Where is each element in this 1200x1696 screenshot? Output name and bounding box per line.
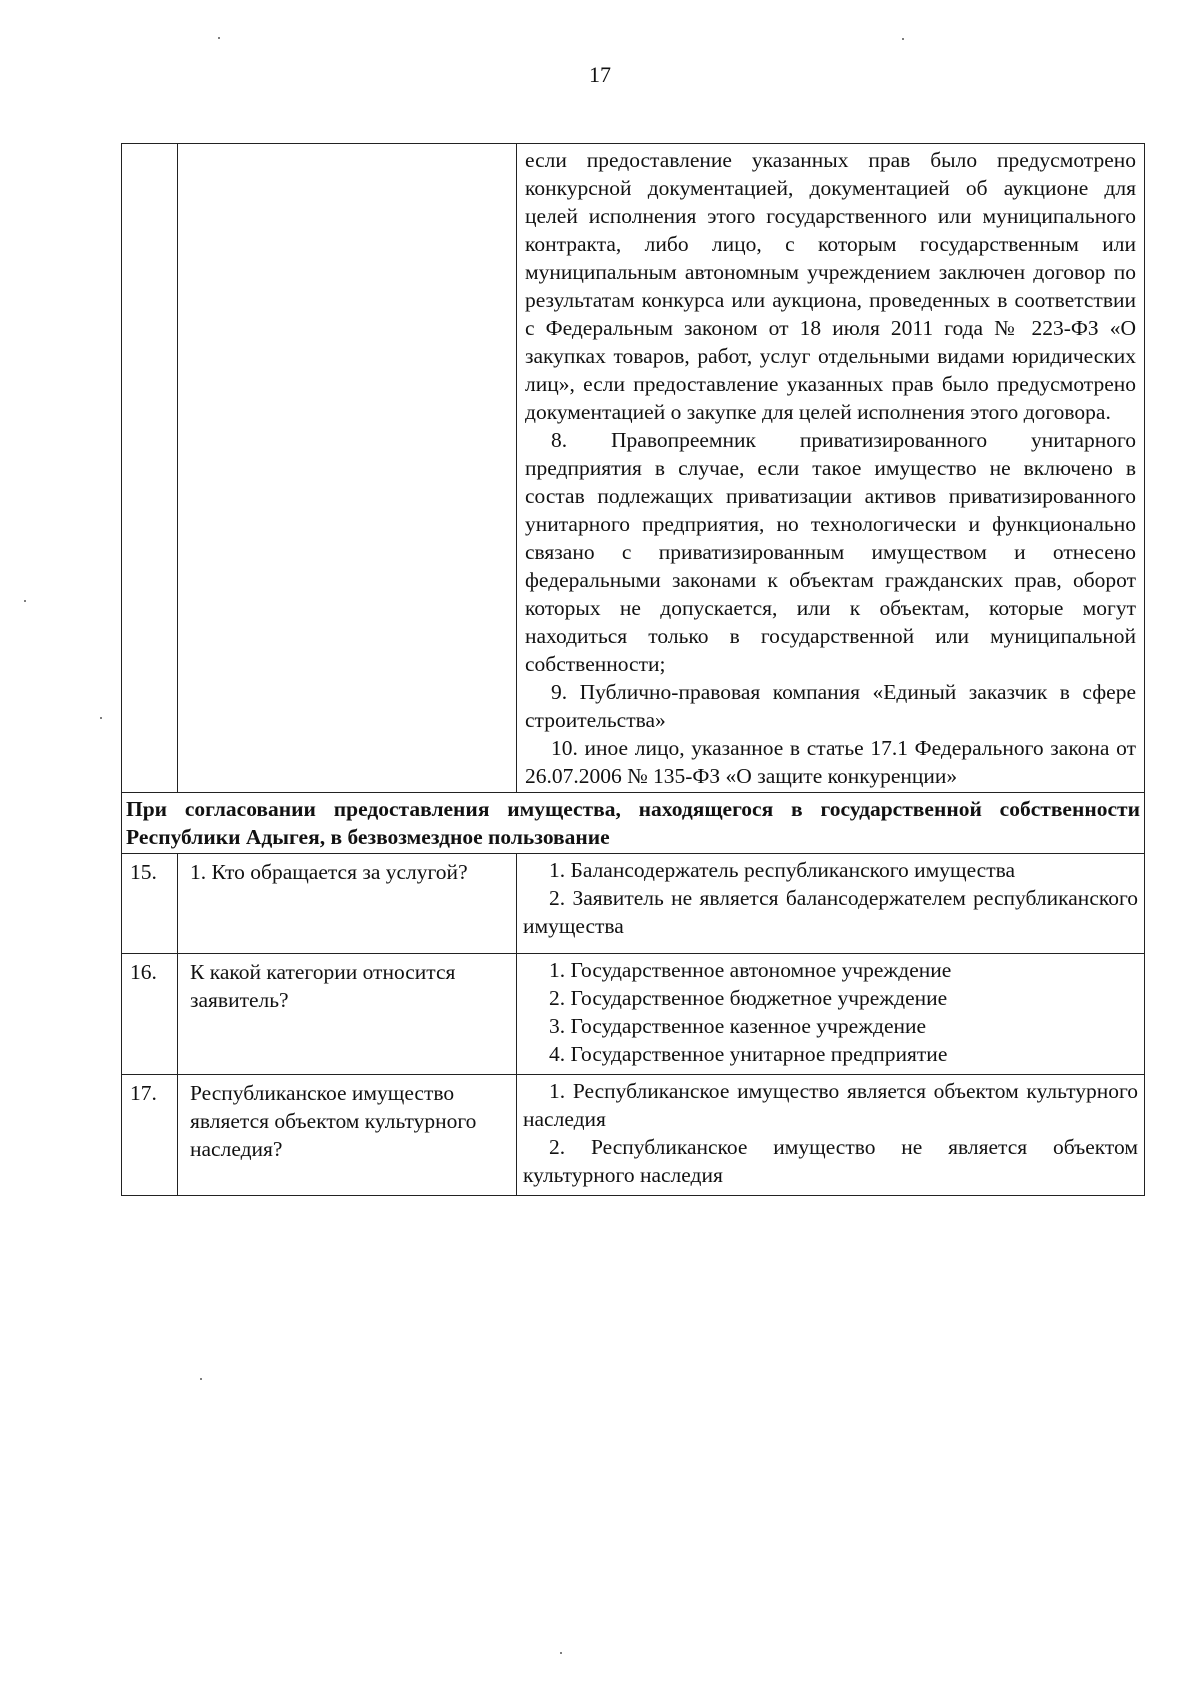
scan-speck [100, 717, 102, 719]
table-row [122, 854, 1145, 954]
continued-num-cell [122, 144, 178, 793]
scan-speck [24, 600, 26, 602]
answer-option: 2. Заявитель не является балансодержателем республиканского имущества [523, 886, 1138, 938]
continued-row [122, 144, 1145, 793]
answer-option: 2. Республиканское имущество не является объектом культурного наследия [523, 1135, 1138, 1187]
answer-paragraph: 10. иное лицо, указанное в статье 17.1 Федерального закона от 26.07.2006 № 135-ФЗ «О защите конкуренции» [525, 736, 1136, 788]
answer-option: 3. Государственное казенное учреждение [549, 1014, 927, 1038]
section-header-row [122, 793, 1145, 854]
scan-speck [218, 37, 220, 39]
answer-option: 1. Государственное автономное учреждение [549, 958, 952, 982]
answer-option: 2. Государственное бюджетное учреждение [549, 986, 948, 1010]
scan-speck [902, 38, 904, 40]
answer-option: 1. Балансодержатель республиканского имущества [549, 858, 1015, 882]
row-number: 15. [122, 854, 178, 954]
services-table [121, 143, 1145, 1196]
row-question: 1. Кто обращается за услугой? [178, 854, 517, 954]
row-number: 17. [122, 1075, 178, 1196]
row-answers [517, 854, 1145, 954]
answer-paragraph: 8. Правопреемник приватизированного унитарного предприятия в случае, если такое имущество не включено в состав подлежащих приватизации активов приватизированного унитарного предприятия, но технологически и функционально связано с приватизированным имуществом и отнесено федеральными законами к объектам гражданских прав, оборот которых не допускается, или к объектам, которые могут находиться только в государственной или муниципальной собственности; [525, 428, 1136, 676]
row-number: 16. [122, 954, 178, 1075]
continued-answer-cell [517, 144, 1145, 793]
answer-option: 1. Республиканское имущество является объектом культурного наследия [523, 1079, 1138, 1131]
row-question: К какой категории относится заявитель? [178, 954, 517, 1075]
answer-paragraph: 9. Публично-правовая компания «Единый заказчик в сфере строительства» [525, 680, 1136, 732]
section-header: При согласовании предоставления имущества, находящегося в государственной собственности Республики Адыгея, в безвозмездное пользование [122, 793, 1145, 854]
row-answers [517, 954, 1145, 1075]
answer-paragraph: если предоставление указанных прав было предусмотрено конкурсной документацией, документацией об аукционе для целей исполнения этого государственного или муниципального контракта, либо лицо, с которым государственным или муниципальным автономным учреждением заключен договор по результатам конкурса или аукциона, проведенных в соответствии с Федеральным законом от 18 июля 2011 года № 223-ФЗ «О закупках товаров, работ, услуг отдельными видами юридических лиц», если предоставление указанных прав было предусмотрено документацией о закупке для целей исполнения этого договора. [525, 148, 1136, 424]
answer-option: 4. Государственное унитарное предприятие [549, 1042, 948, 1066]
continued-question-cell [178, 144, 517, 793]
table-row [122, 954, 1145, 1075]
scan-speck [560, 1652, 562, 1654]
page-number: 17 [589, 62, 611, 87]
table-row [122, 1075, 1145, 1196]
row-answers [517, 1075, 1145, 1196]
scan-speck [200, 1378, 202, 1380]
row-question: Республиканское имущество является объектом культурного наследия? [178, 1075, 517, 1196]
